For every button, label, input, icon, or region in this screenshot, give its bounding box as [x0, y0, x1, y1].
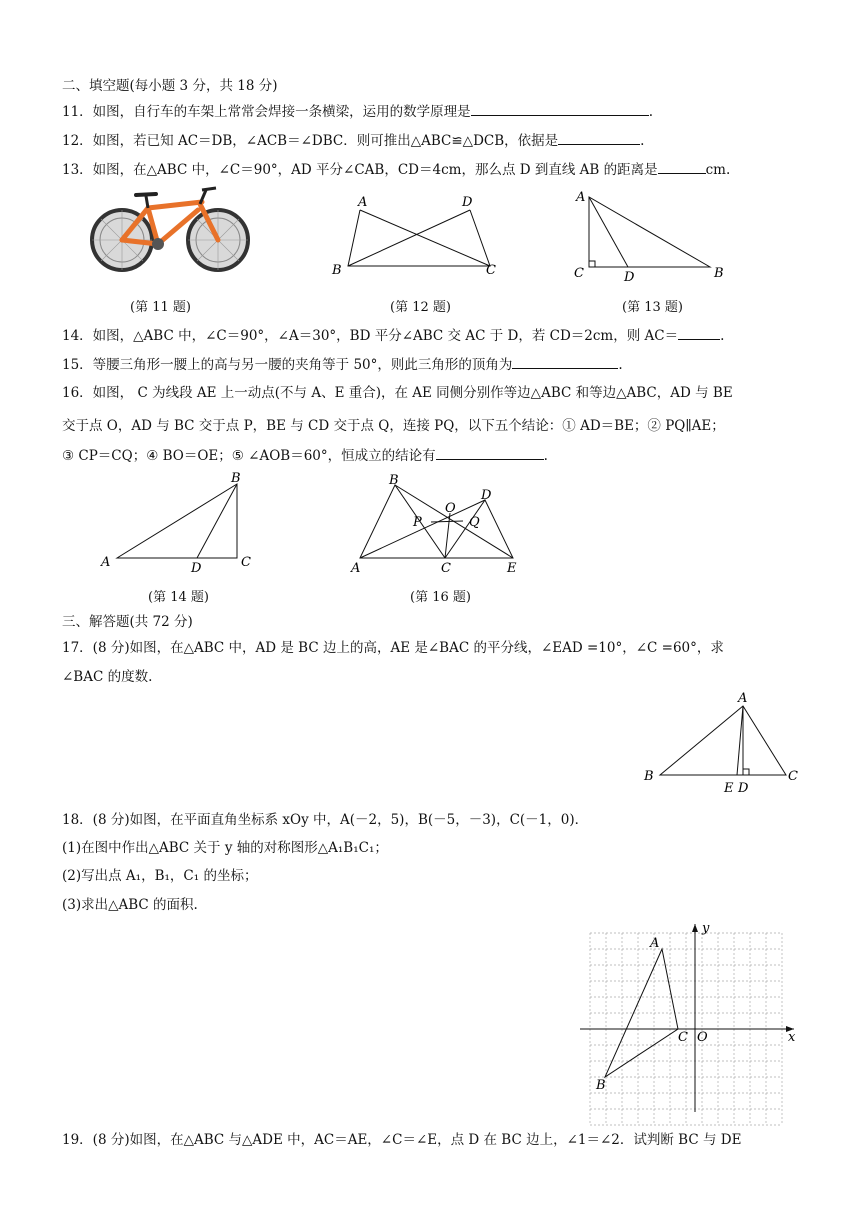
caption-13: (第 13 题)	[622, 300, 683, 315]
label-P: P	[413, 515, 422, 530]
label-O: O	[445, 501, 456, 516]
label-C: C	[441, 561, 451, 576]
label-D: D	[481, 488, 492, 503]
question-18-part-3: (3)求出△ABC 的面积.	[62, 897, 198, 913]
caption-11: (第 11 题)	[130, 300, 191, 315]
label-D: D	[191, 561, 202, 576]
label-B: B	[231, 471, 241, 486]
label-A: A	[650, 936, 660, 951]
label-B: B	[714, 266, 724, 281]
answer-blank-12[interactable]	[558, 131, 640, 145]
label-A: A	[101, 555, 111, 570]
section-2-title: 二、填空题(每小题 3 分，共 18 分)	[62, 78, 278, 94]
answer-blank-15[interactable]	[512, 355, 618, 369]
label-A: A	[358, 195, 368, 210]
label-B: B	[644, 769, 654, 784]
label-Q: Q	[469, 515, 480, 530]
label-O: O	[697, 1030, 708, 1045]
axis-label-x: x	[788, 1030, 796, 1045]
question-17-line-2: ∠BAC 的度数.	[62, 669, 153, 685]
question-16-line-2: 交于点 O，AD 与 BC 交于点 P，BE 与 CD 交于点 Q，连接 PQ，以下五个结论：① AD＝BE；② PQ∥AE；	[62, 418, 725, 434]
figure-16	[345, 470, 525, 578]
question-12: 12．如图，若已知 AC＝DB，∠ACB＝∠DBC．则可推出△ABC≌△DCB，依据是 .	[62, 133, 645, 149]
answer-blank-16[interactable]	[436, 446, 544, 460]
section-3-title: 三、解答题(共 72 分)	[62, 614, 193, 630]
question-15: 15．等腰三角形一腰上的高与另一腰的夹角等于 50°，则此三角形的顶角为 .	[62, 357, 623, 373]
label-D: D	[462, 195, 473, 210]
bicycle-figure	[90, 182, 250, 282]
label-E: E	[507, 561, 517, 576]
question-16-line-1: 16．如图， C 为线段 AE 上一动点(不与 A、E 重合)，在 AE 同侧分别作等边△ABC 和等边△ABC，AD 与 BE	[62, 385, 733, 401]
question-13: 13．如图，在△ABC 中，∠C＝90°，AD 平分∠CAB，CD＝4cm，那么点 D 到直线 AB 的距离是 cm.	[62, 162, 731, 178]
label-A: A	[738, 691, 748, 706]
caption-16: (第 16 题)	[410, 590, 471, 605]
question-16-line-3: ③ CP＝CQ；④ BO＝OE；⑤ ∠AOB＝60°，恒成立的结论有 .	[62, 448, 548, 464]
label-C: C	[486, 263, 496, 278]
label-B: B	[596, 1078, 606, 1093]
caption-12: (第 12 题)	[390, 300, 451, 315]
label-B: B	[389, 473, 399, 488]
question-18-part-1: (1)在图中作出△ABC 关于 y 轴的对称图形△A₁B₁C₁；	[62, 840, 388, 856]
label-D: D	[624, 270, 635, 285]
question-18-line-1: 18．(8 分)如图，在平面直角坐标系 xOy 中，A(－2，5)，B(－5，－3)，C(－1，0)．	[62, 812, 589, 828]
answer-blank-13[interactable]	[658, 160, 706, 174]
question-18-part-2: (2)写出点 A₁，B₁，C₁ 的坐标；	[62, 868, 258, 884]
label-A: A	[576, 190, 586, 205]
question-17-line-1: 17．(8 分)如图，在△ABC 中，AD 是 BC 边上的高，AE 是∠BAC 的平分线，∠EAD =10°，∠C =60°，求	[62, 640, 724, 656]
label-C: C	[788, 769, 798, 784]
figure-17	[640, 688, 810, 798]
label-C: C	[574, 266, 584, 281]
answer-blank-14[interactable]	[678, 326, 720, 340]
label-E: E	[724, 781, 734, 796]
figure-12	[330, 192, 500, 282]
figure-14	[95, 470, 265, 575]
answer-blank-11[interactable]	[471, 102, 649, 116]
question-11: 11．如图，自行车的车架上常常会焊接一条横梁，运用的数学原理是 .	[62, 104, 653, 120]
figure-13	[570, 185, 730, 285]
coordinate-grid-figure	[580, 920, 800, 1115]
axis-label-y: y	[702, 921, 710, 936]
caption-14: (第 14 题)	[148, 590, 209, 605]
label-B: B	[332, 263, 342, 278]
question-19-line-1: 19．(8 分)如图，在△ABC 与△ADE 中，AC＝AE，∠C＝∠E，点 D 在 BC 边上，∠1＝∠2．试判断 BC 与 DE	[62, 1132, 742, 1148]
label-D: D	[738, 781, 749, 796]
label-A: A	[351, 561, 361, 576]
question-14: 14．如图，△ABC 中，∠C＝90°，∠A＝30°，BD 平分∠ABC 交 AC 于 D，若 CD＝2cm，则 AC＝ .	[62, 328, 725, 344]
label-C: C	[241, 555, 251, 570]
label-C: C	[678, 1030, 688, 1045]
